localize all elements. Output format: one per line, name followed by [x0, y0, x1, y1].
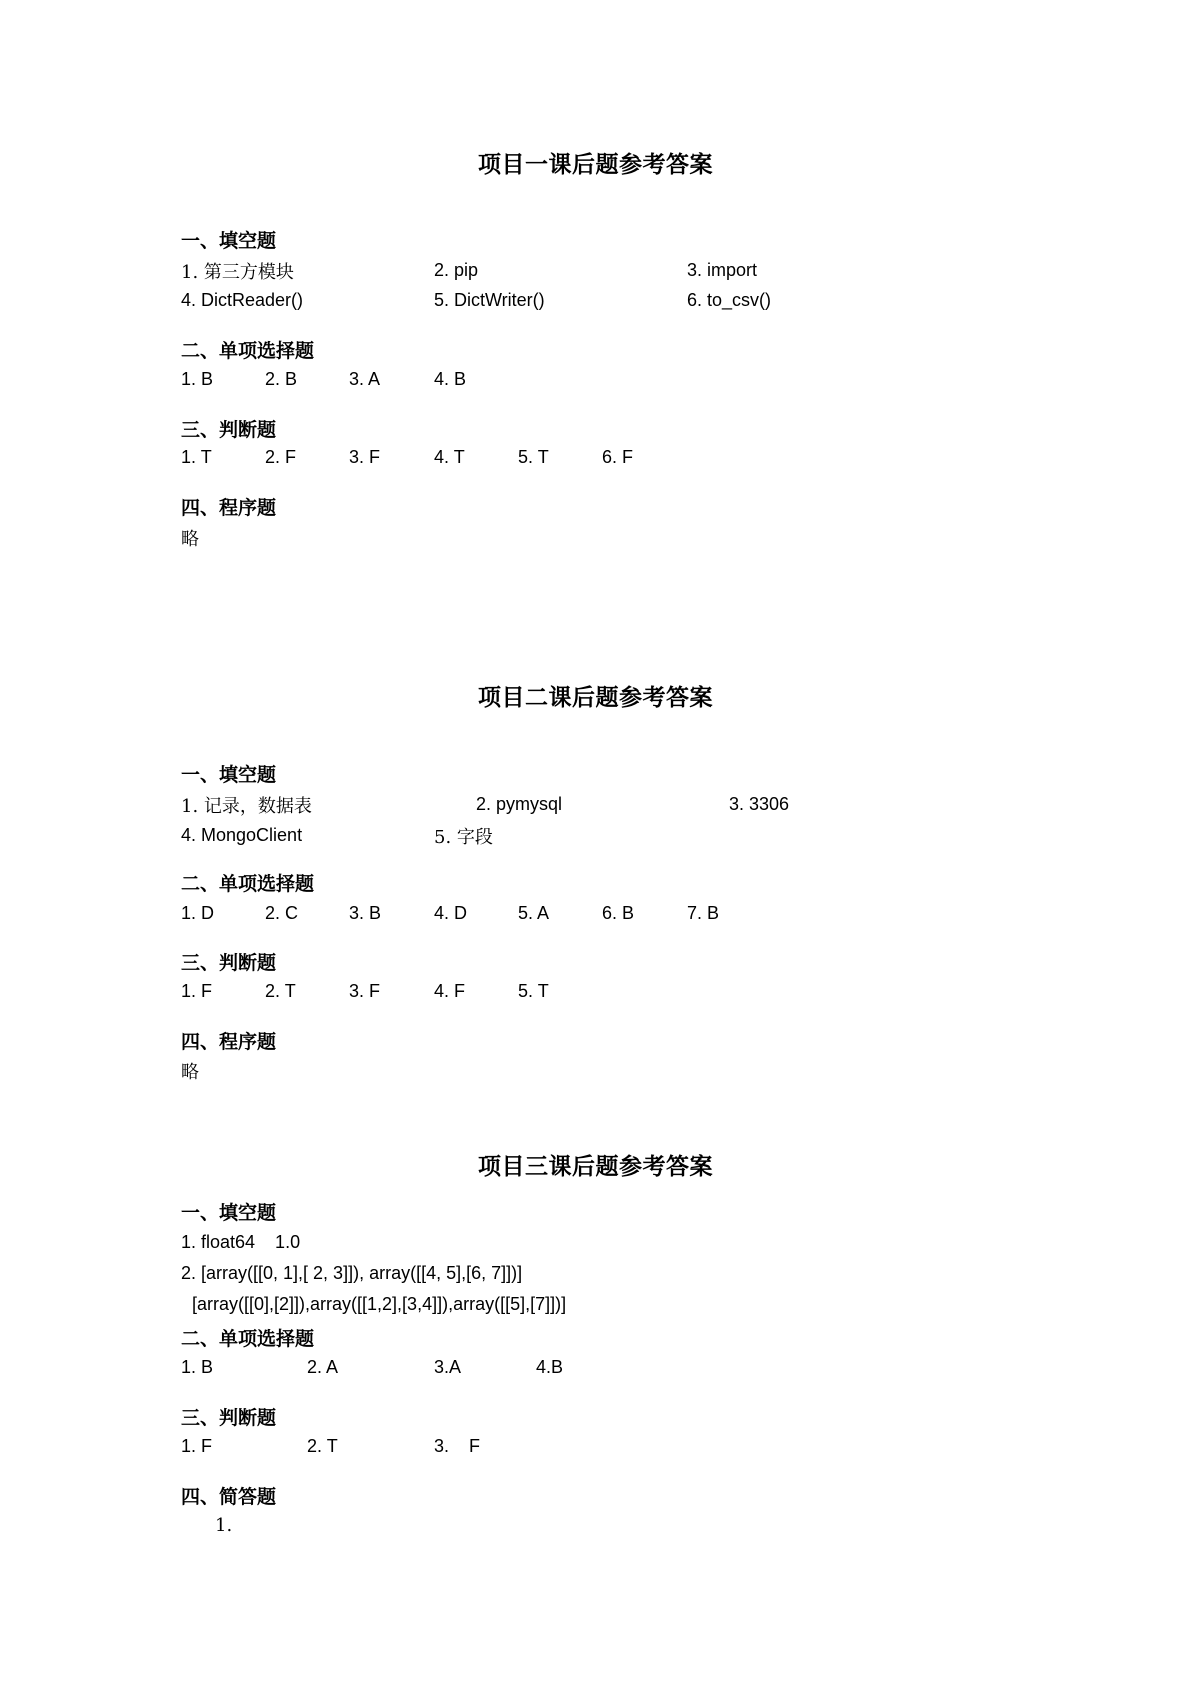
project1-program-answer: 略	[181, 529, 199, 550]
project3-single-answer-2: 2. A	[307, 1357, 339, 1377]
project2-judge-answer-2: 2. T	[265, 981, 296, 1001]
project2-fill-heading: 一、填空题	[181, 764, 277, 786]
project1-judge-heading: 三、判断题	[181, 419, 277, 441]
project1-fill-answer-6: 6. to_csv()	[687, 290, 772, 310]
project3-fill-heading: 一、填空题	[181, 1202, 277, 1224]
project2-judge-heading: 三、判断题	[181, 952, 277, 974]
project3-judge-heading: 三、判断题	[181, 1407, 277, 1429]
project1-fill-answer-3: 3. import	[687, 260, 758, 280]
project1-judge-answer-5: 5. T	[518, 447, 549, 467]
project2-single-answer-6: 6. B	[602, 903, 635, 923]
project3-short-heading: 四、简答题	[181, 1486, 277, 1508]
project2-fill-answer-5: 5. 字段	[434, 827, 493, 848]
project3-fill-answer-2-continued: [array([[0],[2]]),array([[1,2],[3,4]]),array([[5],[7]])]	[192, 1294, 567, 1314]
project3-single-heading: 二、单项选择题	[181, 1328, 315, 1350]
project1-fill-answer-4: 4. DictReader()	[181, 290, 304, 310]
project1-single-heading: 二、单项选择题	[181, 340, 315, 362]
project1-fill-answer-2: 2. pip	[434, 260, 479, 280]
project3-single-answer-3: 3.A	[434, 1357, 462, 1377]
project1-program-heading: 四、程序题	[181, 497, 277, 519]
project3-judge-answer-2: 2. T	[307, 1436, 338, 1456]
project1-fill-answer-5: 5. DictWriter()	[434, 290, 545, 310]
project2-single-answer-7: 7. B	[687, 903, 720, 923]
project1-single-answer-4: 4. B	[434, 369, 467, 389]
project1-single-answer-2: 2. B	[265, 369, 298, 389]
project1-judge-answer-4: 4. T	[434, 447, 465, 467]
project3-fill-answer-2: 2. [array([[0, 1],[ 2, 3]]), array([[4, 5],[6, 7]])]	[181, 1263, 523, 1283]
project2-fill-answer-3: 3. 3306	[729, 794, 790, 814]
project3-short-answer-1: 1.	[215, 1515, 233, 1536]
project1-judge-answer-2: 2. F	[265, 447, 297, 467]
project2-judge-answer-3: 3. F	[349, 981, 381, 1001]
project2-fill-answer-2: 2. pymysql	[476, 794, 563, 814]
project2-fill-answer-1: 1. 记录，数据表	[181, 796, 312, 817]
project2-program-answer: 略	[181, 1062, 199, 1083]
project2-program-heading: 四、程序题	[181, 1031, 277, 1053]
project2-title: 项目二课后题参考答案	[478, 685, 713, 711]
project3-fill-answer-1: 1. float64 1.0	[181, 1232, 301, 1252]
project2-single-answer-1: 1. D	[181, 903, 215, 923]
project3-single-answer-4: 4.B	[536, 1357, 564, 1377]
project1-judge-answer-3: 3. F	[349, 447, 381, 467]
project3-judge-answer-3: 3. F	[434, 1436, 481, 1456]
project2-fill-answer-4: 4. MongoClient	[181, 825, 303, 845]
project3-title: 项目三课后题参考答案	[478, 1154, 713, 1180]
project1-single-answer-3: 3. A	[349, 369, 381, 389]
project2-single-answer-3: 3. B	[349, 903, 382, 923]
project1-judge-answer-1: 1. T	[181, 447, 212, 467]
project2-single-answer-4: 4. D	[434, 903, 468, 923]
project3-judge-answer-1: 1. F	[181, 1436, 213, 1456]
project1-judge-answer-6: 6. F	[602, 447, 634, 467]
project2-judge-answer-5: 5. T	[518, 981, 549, 1001]
project2-judge-answer-1: 1. F	[181, 981, 213, 1001]
project2-judge-answer-4: 4. F	[434, 981, 466, 1001]
project2-single-answer-5: 5. A	[518, 903, 550, 923]
project1-fill-answer-1: 1. 第三方模块	[181, 262, 294, 283]
project1-fill-heading: 一、填空题	[181, 230, 277, 252]
project3-single-answer-1: 1. B	[181, 1357, 214, 1377]
project1-title: 项目一课后题参考答案	[478, 152, 713, 178]
project1-single-answer-1: 1. B	[181, 369, 214, 389]
project2-single-heading: 二、单项选择题	[181, 873, 315, 895]
project2-single-answer-2: 2. C	[265, 903, 299, 923]
